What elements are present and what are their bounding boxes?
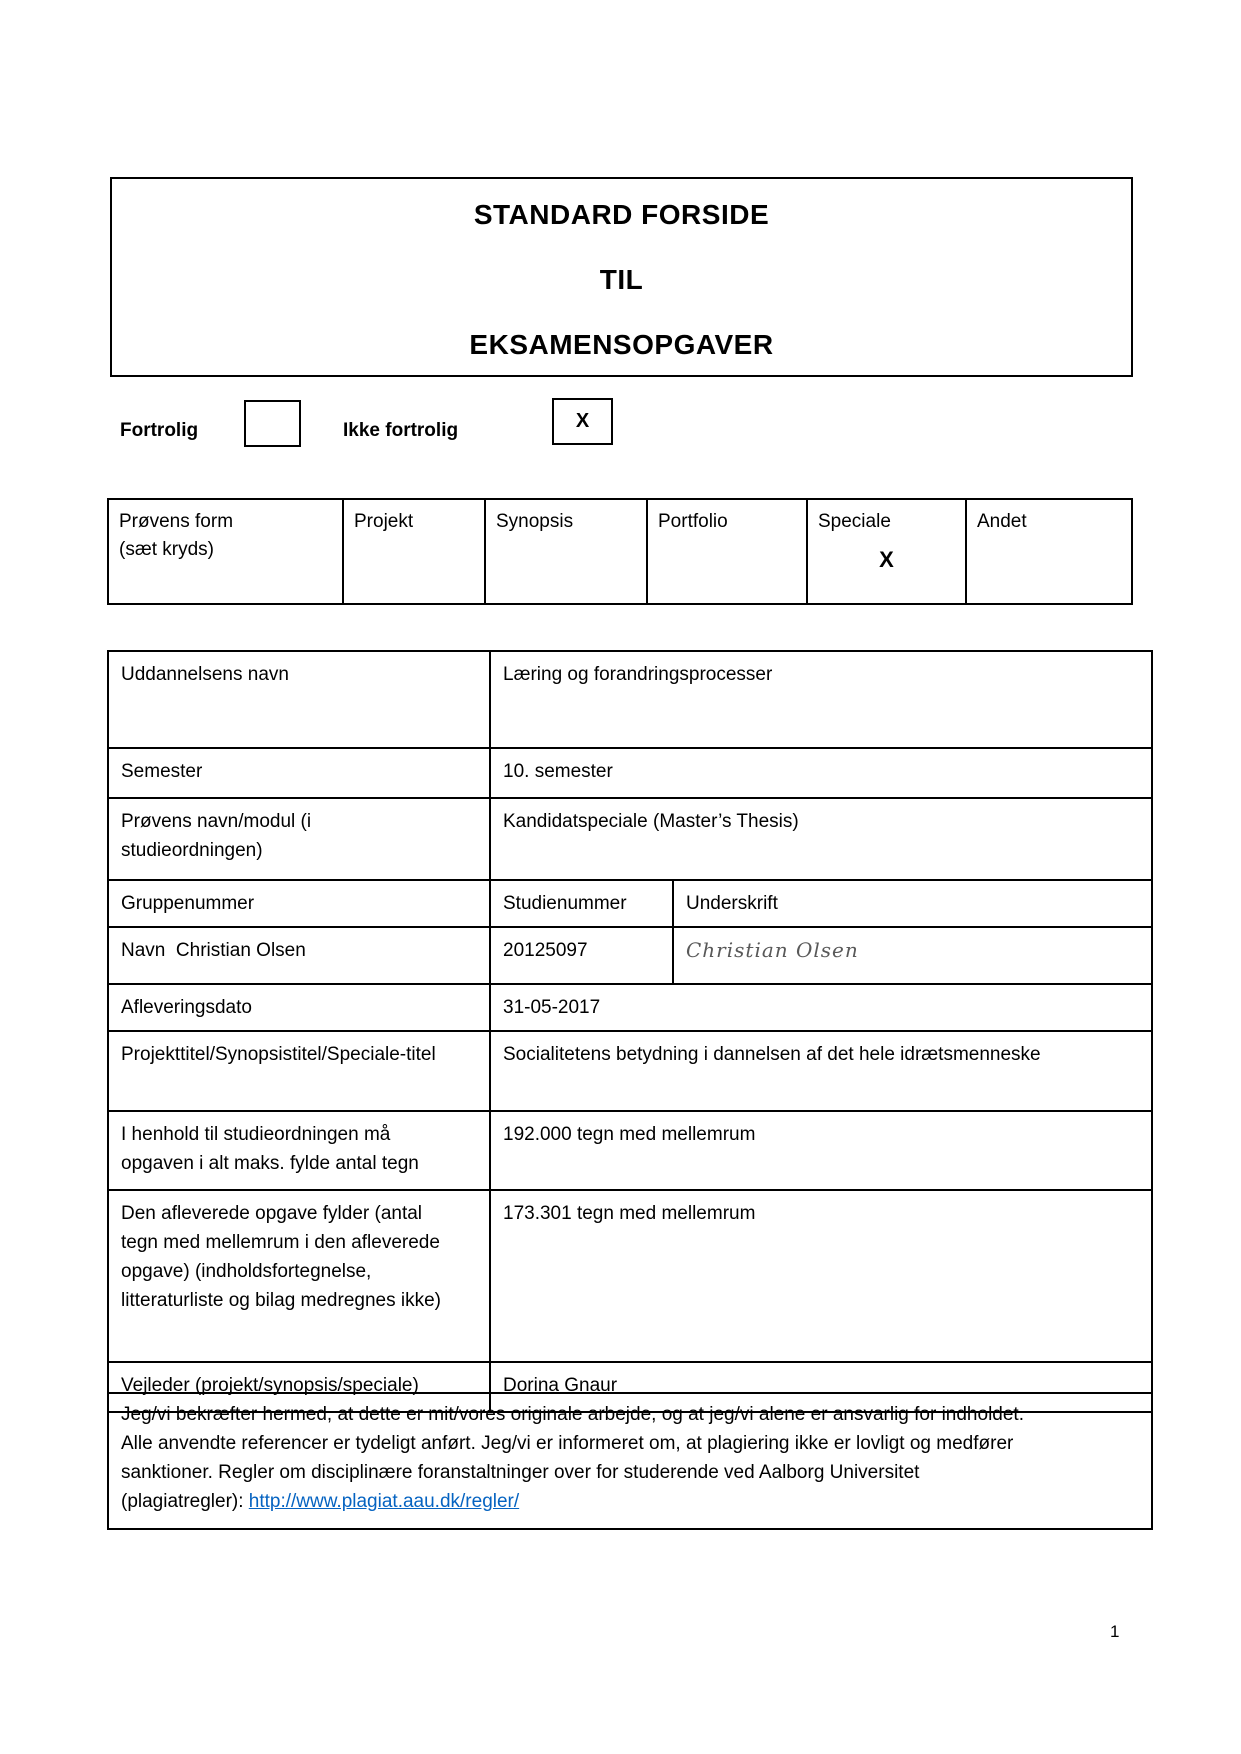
table-row (109, 1030, 1151, 1110)
row-value: 192.000 tegn med mellemrum (489, 1112, 1151, 1189)
title-line-3: EKSAMENSOPGAVER (469, 329, 774, 360)
table-row (109, 1110, 1151, 1189)
row-label: Gruppenummer (121, 893, 255, 914)
declaration-link-prefix: (plagiatregler): (121, 1491, 249, 1512)
table-row (109, 747, 1151, 797)
underskrift-header: Underskrift (672, 881, 1151, 926)
table-row (109, 983, 1151, 1030)
exam-form-header-cell (109, 500, 342, 603)
exam-form-table (107, 498, 1133, 605)
row-label: Prøvens navn/modul (i studieordningen) (121, 811, 312, 861)
table-row (109, 879, 1151, 926)
row-value: Læring og forandringsprocesser (489, 652, 1151, 747)
page-number: 1 (1110, 1622, 1120, 1641)
row-label: Afleveringsdato (121, 997, 252, 1018)
row-value: 10. semester (489, 749, 1151, 797)
exam-option-x-mark: X (879, 547, 894, 572)
exam-option-label: Andet (977, 511, 1027, 532)
row-label: Navn Christian Olsen (121, 940, 306, 961)
ikke-fortrolig-label: Ikke fortrolig (343, 420, 459, 441)
plagiat-link[interactable]: http://www.plagiat.aau.dk/regler/ (248, 1491, 520, 1512)
exam-option-label: Portfolio (658, 511, 728, 532)
row-label: I henhold til studieordningen må opgaven i alt maks. fylde antal tegn (121, 1124, 419, 1174)
row-label: Vejleder (projekt/synopsis/speciale) (121, 1375, 419, 1396)
exam-option-portfolio (646, 500, 806, 603)
exam-option-label: Speciale (818, 511, 891, 532)
table-row (109, 797, 1151, 879)
declaration-line-1: Jeg/vi bekræfter hermed, at dette er mit/vores originale arbejde, og at jeg/vi alene er ansvarlig for indholdet. (121, 1404, 1024, 1425)
signature: Christian Olsen (672, 928, 1151, 983)
table-row (109, 652, 1151, 747)
declaration-line-4 (121, 1487, 1139, 1516)
studienummer-value: 20125097 (489, 928, 672, 983)
row-value: Dorina Gnaur (489, 1363, 1151, 1411)
exam-form-header-line1: Prøvens form (119, 511, 234, 532)
row-label: Uddannelsens navn (121, 664, 289, 685)
fortrolig-label: Fortrolig (120, 420, 199, 441)
exam-option-synopsis (484, 500, 646, 603)
row-label: Semester (121, 761, 203, 782)
ikke-fortrolig-checkbox[interactable]: X (552, 398, 613, 445)
row-value: 31-05-2017 (489, 985, 1151, 1030)
exam-option-andet (965, 500, 1131, 603)
row-value: 173.301 tegn med mellemrum (489, 1191, 1151, 1361)
details-table (107, 650, 1153, 1413)
exam-form-header-line2: (sæt kryds) (119, 539, 214, 560)
declaration-line-3: sanktioner. Regler om disciplinære foranstaltninger over for studerende ved Aalborg Universitet (121, 1462, 920, 1483)
title-line-2: TIL (599, 264, 644, 295)
row-value: Kandidatspeciale (Master’s Thesis) (489, 799, 1151, 879)
studienummer-header: Studienummer (489, 881, 672, 926)
exam-option-projekt (342, 500, 484, 603)
exam-option-label: Synopsis (496, 511, 574, 532)
exam-option-label: Projekt (354, 511, 414, 532)
exam-option-speciale (806, 500, 965, 603)
declaration-line-2: Alle anvendte referencer er tydeligt anført. Jeg/vi er informeret om, at plagiering ikke er lovligt og medfører (121, 1433, 1014, 1454)
table-row (109, 1189, 1151, 1361)
row-value: Socialitetens betydning i dannelsen af det hele idrætsmenneske (489, 1032, 1151, 1110)
row-label: Den afleverede opgave fylder (antal tegn med mellemrum i den afleverede opgave) (indholdsfortegnelse, litteraturliste og bilag medregnes ikke) (121, 1203, 441, 1311)
row-label: Projekttitel/Synopsistitel/Speciale-titel (121, 1044, 436, 1065)
declaration-box (107, 1392, 1153, 1530)
title-line-1: STANDARD FORSIDE (473, 199, 770, 230)
table-row (109, 926, 1151, 983)
fortrolig-checkbox[interactable] (244, 400, 301, 447)
title-box (110, 177, 1133, 377)
